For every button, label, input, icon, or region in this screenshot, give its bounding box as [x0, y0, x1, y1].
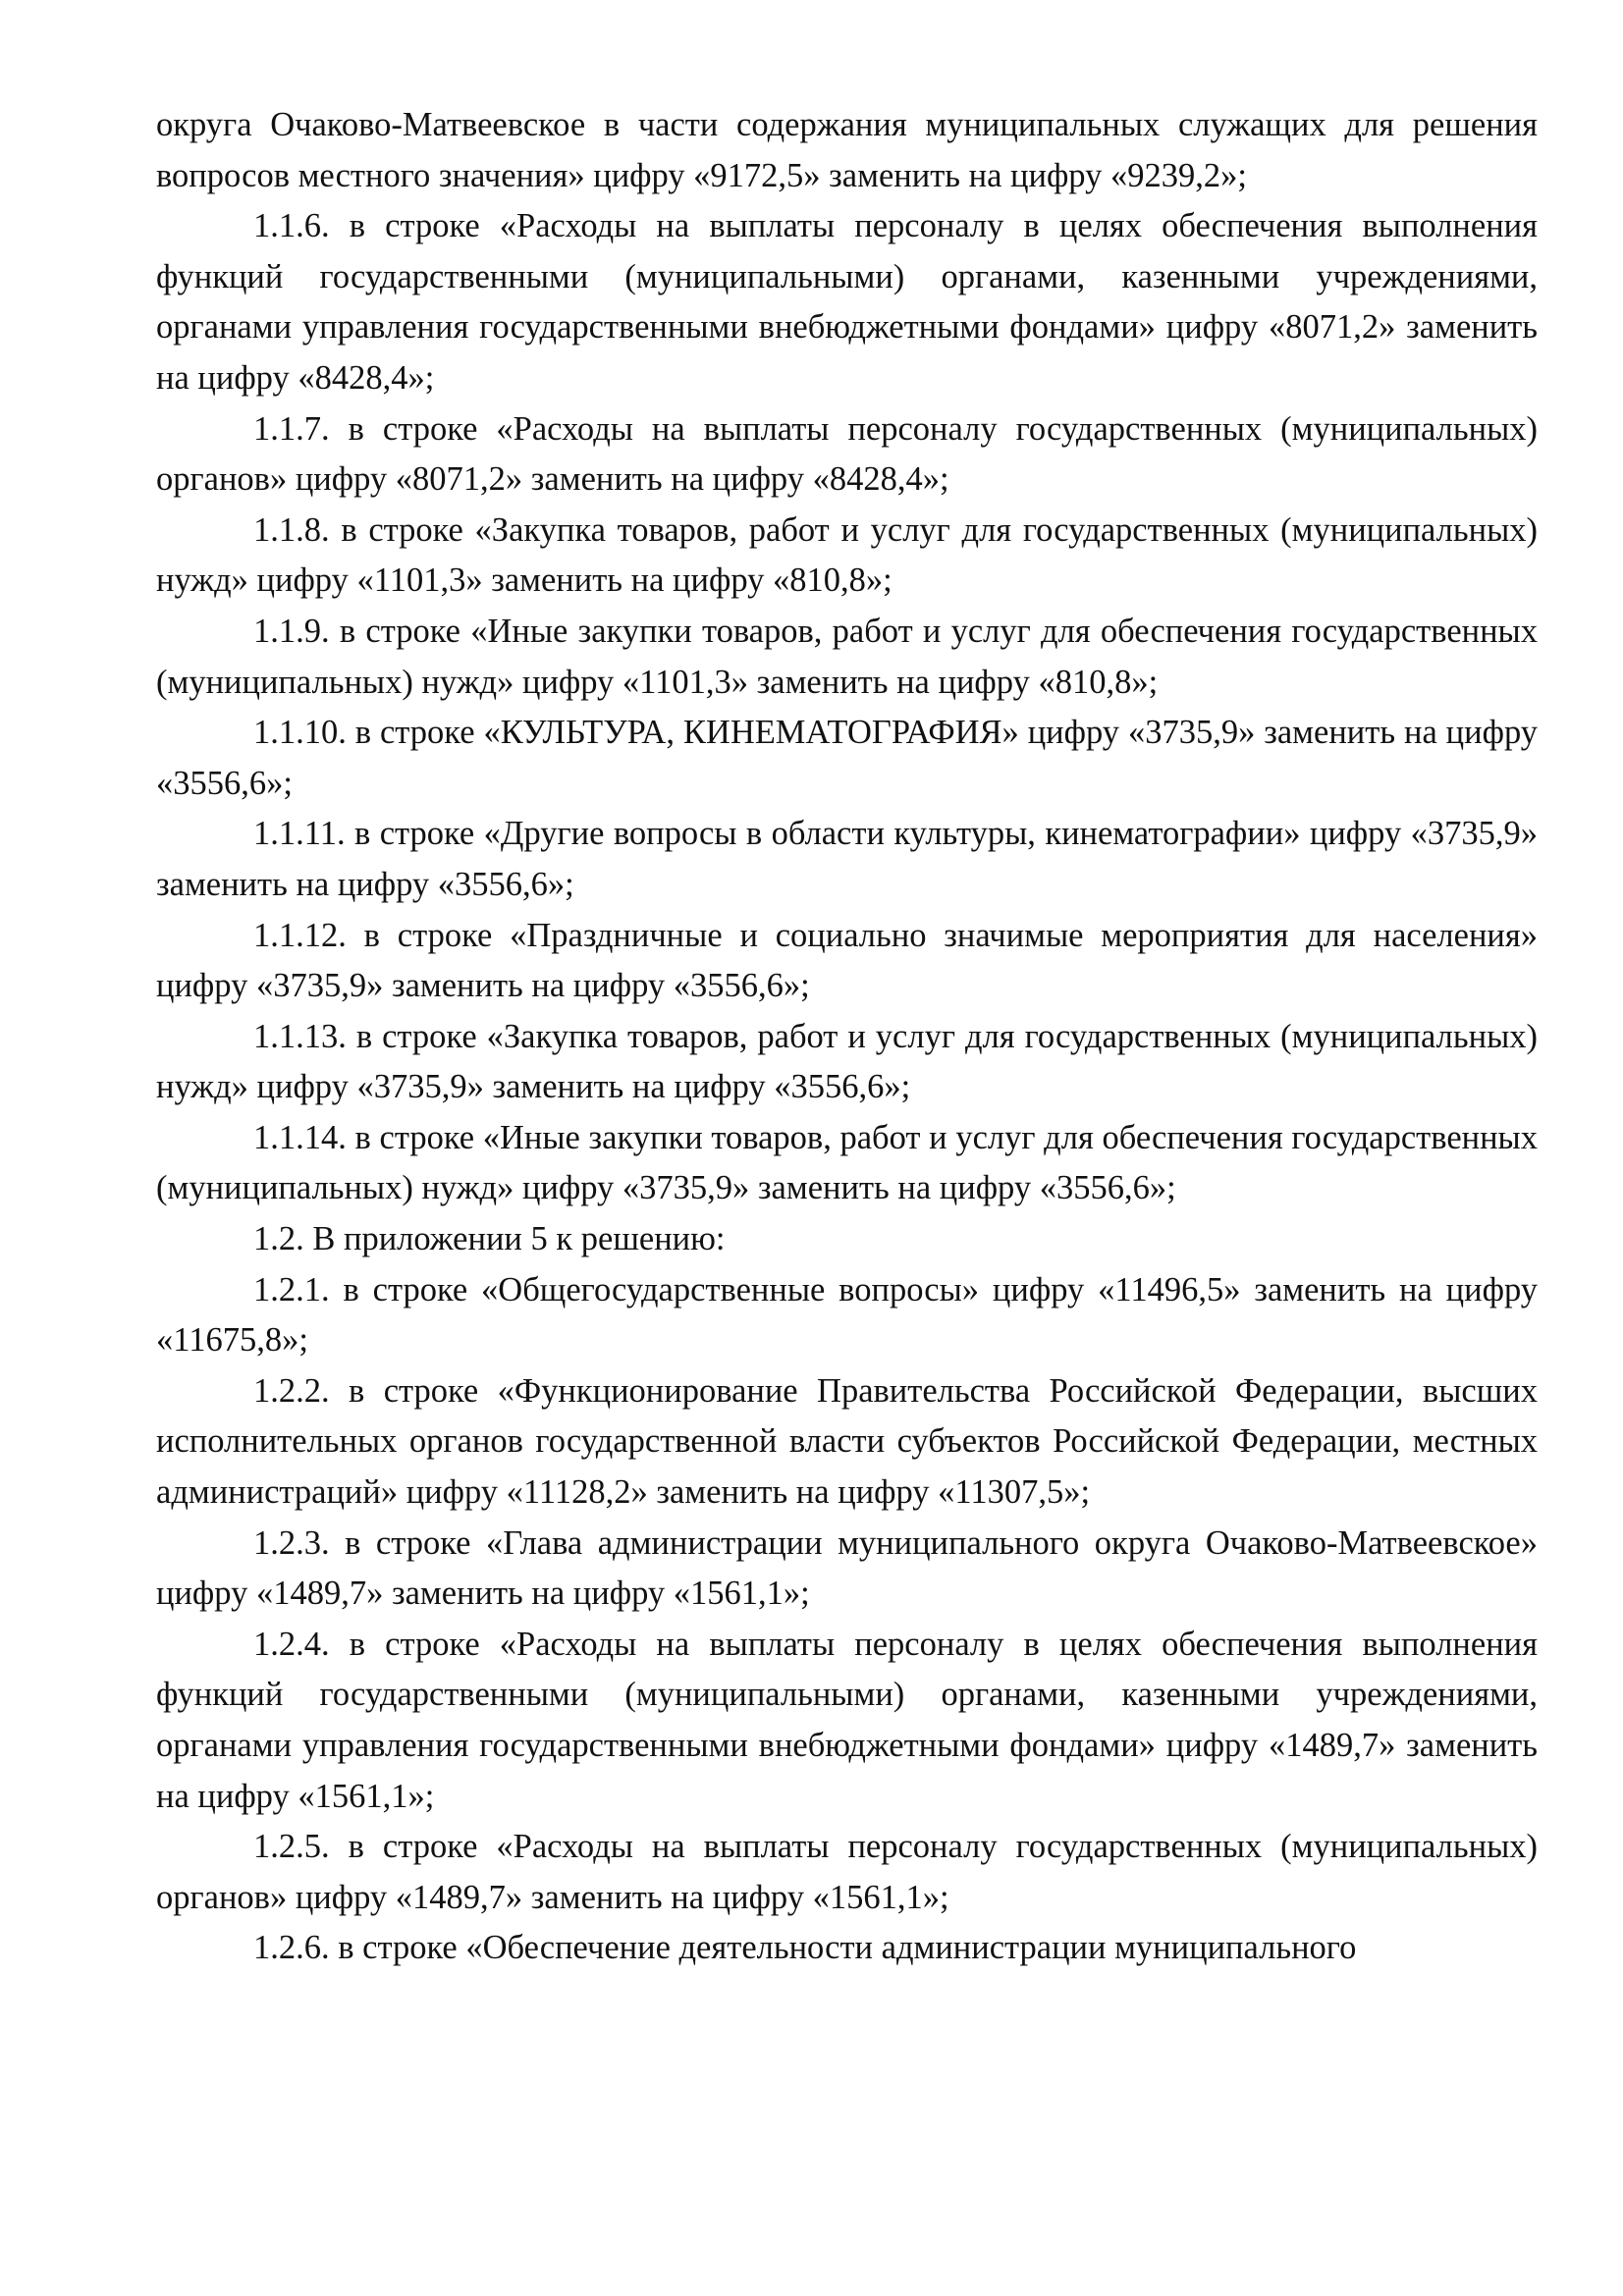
paragraph-1-1-7: 1.1.7. в строке «Расходы на выплаты персоналу государственных (муниципальных) органов» цифру «8071,2» заменить на цифру «8428,4»; — [156, 409, 1538, 499]
paragraph-1-1-11: 1.1.11. в строке «Другие вопросы в области культуры, кинематографии» цифру «3735,9» заменить на цифру «3556,6»; — [156, 815, 1538, 903]
paragraph-1-2-3: 1.2.3. в строке «Глава администрации муниципального округа Очаково-Матвеевское» цифру «1489,7» заменить на цифру «1561,1»; — [156, 1523, 1538, 1613]
paragraph-1-1-8: 1.1.8. в строке «Закупка товаров, работ и услуг для государственных (муниципальных) нужд» цифру «1101,3» заменить на цифру «810,8»; — [156, 510, 1538, 600]
paragraph-1: округа Очаково-Матвеевское в части содержания муниципальных служащих для решения вопросов местного значения» цифру «9172,5» заменить на цифру «9239,2»; — [156, 106, 1538, 194]
paragraph-1-1-9: 1.1.9. в строке «Иные закупки товаров, работ и услуг для обеспечения государственных (муниципальных) нужд» цифру «1101,3» заменить на цифру «810,8»; — [156, 612, 1538, 701]
paragraph-1-2: 1.2. В приложении 5 к решению: — [253, 1220, 726, 1258]
paragraph-1-2-2: 1.2.2. в строке «Функционирование Правительства Российской Федерации, высших исполнительных органов государственной власти субъектов Российской Федерации, местных администраций» цифру «11128,2» заменить на цифру «11307,5»; — [156, 1371, 1538, 1512]
paragraph-1-1-13: 1.1.13. в строке «Закупка товаров, работ и услуг для государственных (муниципальных) нужд» цифру «3735,9» заменить на цифру «3556,6»; — [156, 1017, 1538, 1106]
paragraph-1-1-6: 1.1.6. в строке «Расходы на выплаты персоналу в целях обеспечения выполнения функций государственными (муниципальными) органами, казенными учреждениями, органами управления государственными внебюджетными фондами» цифру «8071,2» заменить на цифру «8428,4»; — [156, 207, 1538, 397]
paragraph-1-1-14: 1.1.14. в строке «Иные закупки товаров, работ и услуг для обеспечения государственных (муниципальных) нужд» цифру «3735,9» заменить на цифру «3556,6»; — [156, 1118, 1538, 1207]
paragraph-1-1-12: 1.1.12. в строке «Праздничные и социально значимые мероприятия для населения» цифру «3735,9» заменить на цифру «3556,6»; — [156, 916, 1538, 1005]
document-body — [156, 100, 1538, 1974]
paragraph-1-2-6: 1.2.6. в строке «Обеспечение деятельности администрации муниципального — [253, 1929, 1357, 1967]
paragraph-1-2-4: 1.2.4. в строке «Расходы на выплаты персоналу в целях обеспечения выполнения функций государственными (муниципальными) органами, казенными учреждениями, органами управления государственными внебюджетными фондами» цифру «1489,7» заменить на цифру «1561,1»; — [156, 1625, 1538, 1815]
paragraph-1-2-5: 1.2.5. в строке «Расходы на выплаты персоналу государственных (муниципальных) органов» цифру «1489,7» заменить на цифру «1561,1»; — [156, 1828, 1538, 1916]
paragraph-1-2-1: 1.2.1. в строке «Общегосударственные вопросы» цифру «11496,5» заменить на цифру «11675,8»; — [156, 1270, 1538, 1360]
paragraph-1-1-10: 1.1.10. в строке «КУЛЬТУРА, КИНЕМАТОГРАФИЯ» цифру «3735,9» заменить на цифру «3556,6»; — [156, 714, 1538, 802]
